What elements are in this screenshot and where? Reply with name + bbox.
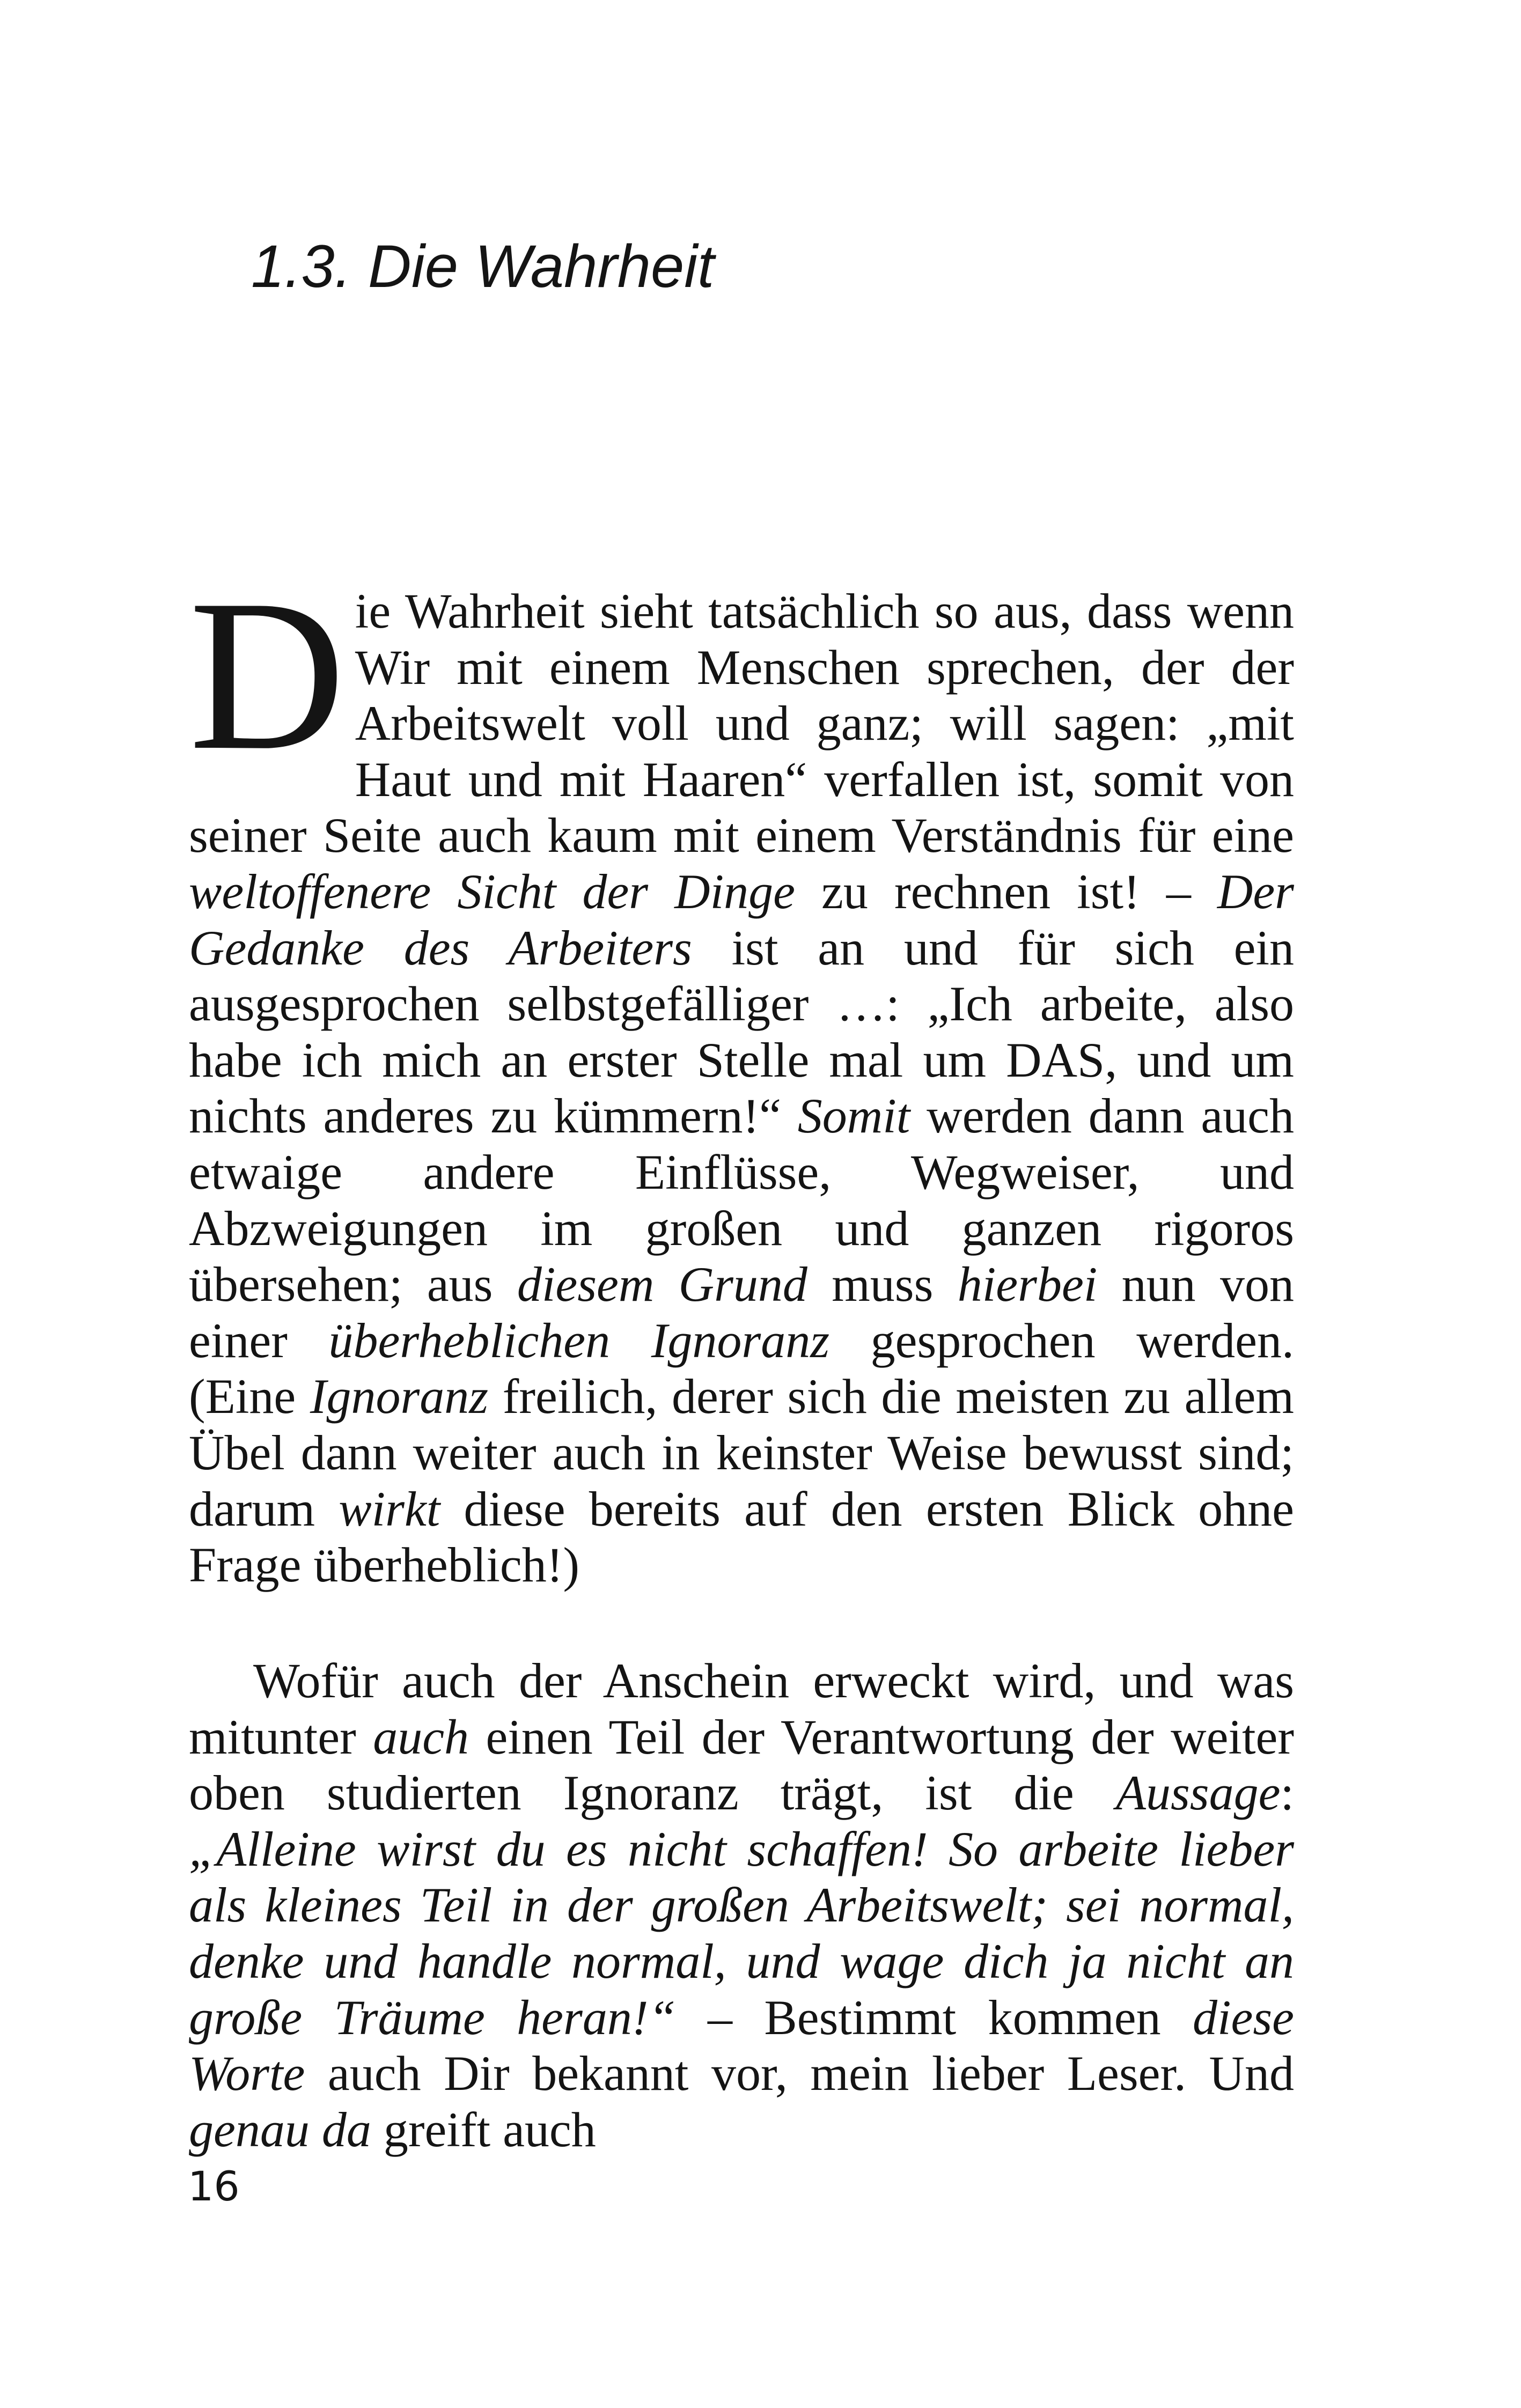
body-text: greift auch [371, 2102, 596, 2157]
page-number: 16 [188, 2162, 240, 2210]
emphasis-text: wirkt [339, 1481, 440, 1536]
body-text: : [1280, 1765, 1294, 1821]
emphasis-text: diesem Grund [517, 1257, 807, 1312]
emphasis-text: weltoffenere Sicht der Dinge [189, 864, 795, 919]
chapter-heading: 1.3. Die Wahrheit [251, 233, 715, 300]
body-text: freilich, derer sich die meisten zu allem Übel dann weiter auch in keinster Weise bewusst sind; darum [189, 1369, 1294, 1536]
paragraph-1 [189, 555, 1295, 1593]
emphasis-text: Aussage [1115, 1765, 1281, 1821]
emphasis-text: Somit [797, 1088, 910, 1144]
body-text: einen Teil der Verantwortung der weiter oben studierten Ignoranz trägt, ist die [189, 1709, 1295, 1821]
body-text: werden dann auch etwaige andere Einflüsse, Wegweiser, und Abzweigungen im großen und ganzen rigoros übersehen; aus [189, 1088, 1294, 1312]
emphasis-text: „Alleine wirst du es nicht schaffen! So arbeite lieber als kleines Teil in der großen Arbeitswelt; sei normal, denke und handle normal, und wage dich ja nicht an große Träume heran!“ [189, 1821, 1294, 2045]
body-text: zu rechnen ist! – [795, 864, 1217, 919]
emphasis-text: Ignoranz [310, 1369, 489, 1424]
emphasis-text: diese Worte [189, 1990, 1294, 2101]
body-text: gesprochen werden. (Eine [189, 1313, 1294, 1424]
body-text: diese bereits auf den ersten Blick ohne Frage überheblich!) [189, 1481, 1294, 1593]
body-text: ie Wahrheit sieht tatsächlich so aus, dass wenn Wir mit einem Menschen sprechen, der der Arbeitswelt voll und ganz; will sagen: „mit Haut und mit Haaren“ verfallen ist, somit von seiner Seite auch kaum mit einem Verständnis für eine [189, 584, 1294, 863]
body-text: ist an und für sich ein ausgesprochen selbstgefälliger …: „Ich arbeite, also habe ich mich an erster Stelle mal um DAS, und um nichts anderes zu kümmern!“ [189, 920, 1294, 1144]
body-text: – Bestimmt kommen [675, 1990, 1193, 2045]
body-text: Wofür auch der Anschein erweckt wird, und was mitunter [189, 1653, 1294, 1764]
body-text: muss [807, 1257, 958, 1312]
drop-cap: D [189, 555, 346, 795]
paragraph-2-text [189, 1653, 1294, 2157]
emphasis-text: überheblichen Ignoranz [328, 1313, 830, 1368]
emphasis-text: genau da [189, 2102, 371, 2157]
paragraph-2 [189, 1653, 1294, 2157]
emphasis-text: auch [373, 1709, 469, 1764]
body-text: nun von einer [189, 1257, 1295, 1368]
emphasis-text: hierbei [957, 1257, 1098, 1312]
emphasis-text: Der Gedanke des Arbeiters [189, 864, 1294, 975]
body-text: auch Dir bekannt vor, mein lieber Leser. Und [305, 2046, 1294, 2101]
paragraph-1-text [189, 555, 1295, 1593]
